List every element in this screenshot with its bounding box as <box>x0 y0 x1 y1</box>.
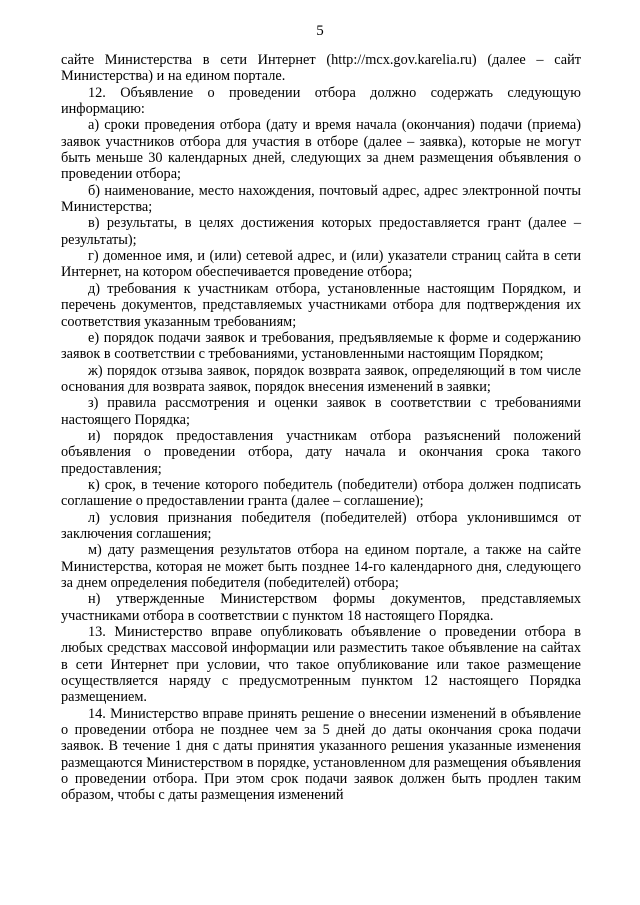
paragraph: е) порядок подачи заявок и требования, предъявляемые к форме и содержанию заявок в соответствии с требованиями, установленными настоящим Порядком; <box>61 329 581 363</box>
paragraph: 12. Объявление о проведении отбора должно содержать следующую информацию: <box>61 84 581 118</box>
paragraph: б) наименование, место нахождения, почтовый адрес, адрес электронной почты Министерства; <box>61 182 581 216</box>
paragraph: и) порядок предоставления участникам отбора разъяснений положений объявления о проведении отбора, дату начала и окончания срока такого предоставления; <box>61 427 581 477</box>
paragraph: н) утвержденные Министерством формы документов, представляемых участниками отбора в соответствии с пунктом 18 настоящего Порядка. <box>61 591 581 624</box>
paragraph: к) срок, в течение которого победитель (победители) отбора должен подписать соглашение о предоставлении гранта (далее – соглашение); <box>61 476 581 510</box>
paragraph: 14. Министерство вправе принять решение о внесении изменений в объявление о проведении отбора не позднее чем за 5 дней до даты окончания срока подачи заявок. В течение 1 дня с даты принятия указанного решения указанные изменения размещаются Министерством в порядке, установленном для размещения объявления о проведении отбора. При этом срок подачи заявок должен быть продлен таким образом, чтобы с даты размещения изменений <box>61 705 581 804</box>
page-number: 5 <box>316 23 324 39</box>
document-body <box>61 52 581 804</box>
paragraph: з) правила рассмотрения и оценки заявок в соответствии с требованиями настоящего Порядка; <box>61 395 581 428</box>
paragraph: сайте Министерства в сети Интернет (http://mcx.gov.karelia.ru) (далее – сайт Министерства) и на едином портале. <box>61 52 581 85</box>
paragraph: г) доменное имя, и (или) сетевой адрес, и (или) указатели страниц сайта в сети Интернет, на котором обеспечивается проведение отбора; <box>61 248 581 281</box>
paragraph: 13. Министерство вправе опубликовать объявление о проведении отбора в любых средствах массовой информации или разместить такое объявление на сайтах в сети Интернет при условии, что такое опубликование или такое размещение осуществляется наряду с предусмотренным пунктом 12 настоящего Порядка размещением. <box>61 624 581 706</box>
paragraph: а) сроки проведения отбора (дату и время начала (окончания) подачи (приема) заявок участников отбора для участия в отборе (далее – заявка), которые не могут быть меньше 30 календарных дней, следующих за днем размещения объявления о проведении отбора; <box>61 117 581 183</box>
paragraph: м) дату размещения результатов отбора на едином портале, а также на сайте Министерства, которая не может быть позднее 14-го календарного дня, следующего за днем определения победителя (победителей) отбора; <box>61 542 581 591</box>
paragraph: д) требования к участникам отбора, установленные настоящим Порядком, и перечень документов, представляемых участниками отбора для подтверждения их соответствия указанным требованиям; <box>61 280 581 330</box>
paragraph: в) результаты, в целях достижения которых предоставляется грант (далее – результаты); <box>61 215 581 248</box>
paragraph: л) условия признания победителя (победителей) отбора уклонившимся от заключения соглашения; <box>61 509 581 542</box>
paragraph: ж) порядок отзыва заявок, порядок возврата заявок, определяющий в том числе основания для возврата заявок, порядок внесения изменений в заявки; <box>61 362 581 395</box>
